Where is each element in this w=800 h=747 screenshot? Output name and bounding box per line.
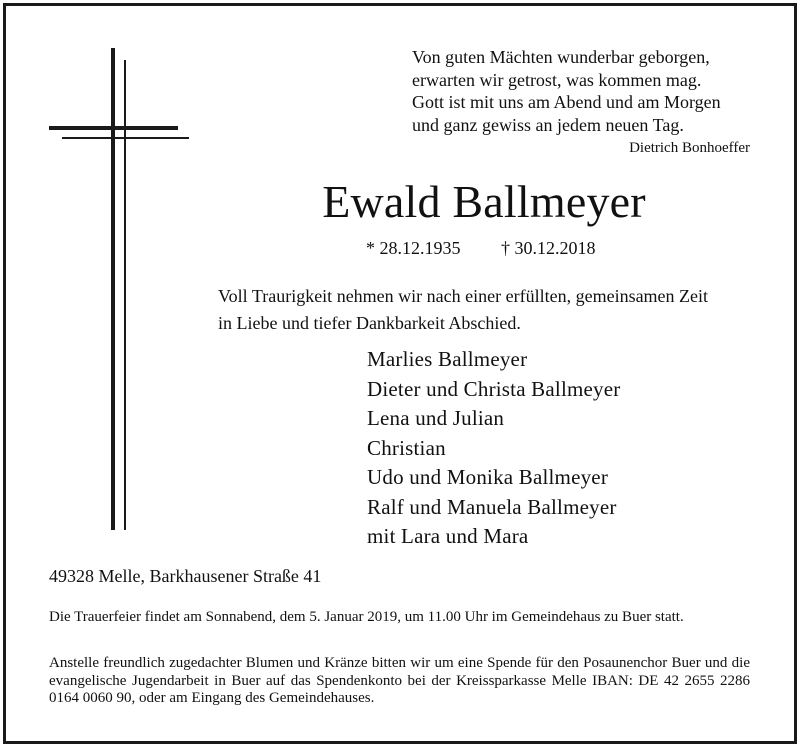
funeral-notice: Die Trauerfeier findet am Sonnabend, dem 5. Januar 2019, um 11.00 Uhr im Gemeindehaus zu Buer statt. xyxy=(49,609,684,625)
message-line: in Liebe und tiefer Dankbarkeit Abschied. xyxy=(218,313,521,333)
family-member: Lena und Julian xyxy=(367,406,505,430)
cross-vertical-line xyxy=(124,60,126,530)
poem-line: Gott ist mit uns am Abend und am Morgen xyxy=(412,92,721,112)
farewell-message xyxy=(218,283,708,337)
poem-line: erwarten wir getrost, was kommen mag. xyxy=(412,69,702,90)
life-dates xyxy=(366,238,596,259)
family-address: 49328 Melle, Barkhausener Straße 41 xyxy=(49,566,322,586)
family-member: Christian xyxy=(367,435,446,460)
death-date: † 30.12.2018 xyxy=(501,238,596,258)
poem xyxy=(412,46,721,136)
cross-horizontal-bar xyxy=(49,126,178,130)
birth-date: * 28.12.1935 xyxy=(366,238,461,258)
family-list xyxy=(367,345,620,552)
family-member: Ralf und Manuela Ballmeyer xyxy=(367,494,617,519)
message-line: Voll Traurigkeit nehmen wir nach einer erfüllten, gemeinsamen Zeit xyxy=(218,286,709,306)
deceased-name: Ewald Ballmeyer xyxy=(322,176,646,227)
family-member: mit Lara und Mara xyxy=(367,524,529,548)
family-member: Marlies Ballmeyer xyxy=(367,347,528,371)
cross-vertical-bar xyxy=(111,48,115,530)
donation-notice: Anstelle freundlich zugedachter Blumen und Kränze bitten wir um eine Spende für den Posaunenchor Buer und die evangelische Jugendarbeit in Buer auf das Spendenkonto bei der Kreissparkasse Melle IBAN: DE 42 2655 2286 0164 0060 90, oder am Eingang des Gemeindehauses. xyxy=(49,655,750,706)
family-member: Udo und Monika Ballmeyer xyxy=(367,465,609,489)
family-member: Dieter und Christa Ballmeyer xyxy=(367,376,621,401)
poem-line: Von guten Mächten wunderbar geborgen, xyxy=(412,47,710,67)
poem-author: Dietrich Bonhoeffer xyxy=(629,140,750,156)
poem-line: und ganz gewiss an jedem neuen Tag. xyxy=(412,114,684,135)
cross-horizontal-line xyxy=(62,137,189,139)
